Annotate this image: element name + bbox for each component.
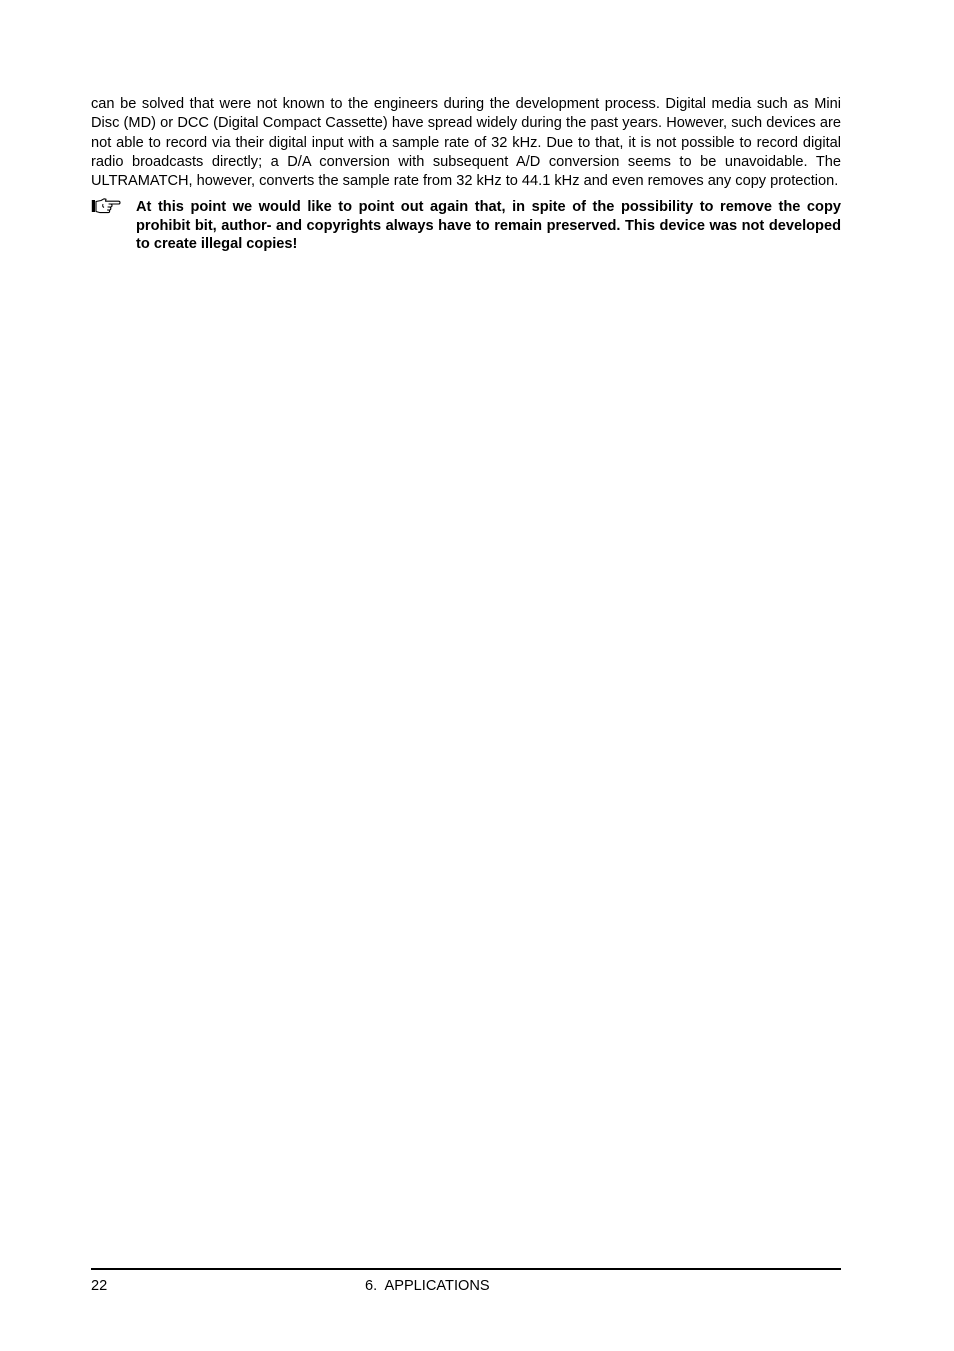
page-number: 22 [91,1278,108,1294]
note-block [91,198,841,253]
pointing-hand-icon [91,197,121,215]
footer-divider [91,1268,841,1270]
footer-section-title: 6. APPLICATIONS [365,1278,490,1294]
body-paragraph: can be solved that were not known to the engineers during the development process. Digital media such as Mini Disc (MD) or DCC (Digital Compact Cassette) have spread widely during the past years. However, such devices are not able to record via their digital input with a sample rate of 32 kHz. Due to that, it is not possible to record digital radio broadcasts directly; a D/A conversion with subsequent A/D conversion seems to be unavoidable. The ULTRAMATCH, however, converts the sample rate from 32 kHz to 44.1 kHz and even removes any copy protection. [91,96,841,190]
note-text: At this point we would like to point out again that, in spite of the possibility to remove the copy prohibit bit, author- and copyrights always have to remain preserved. This device was not developed to create illegal copies! [136,199,841,252]
page-content [91,95,841,253]
